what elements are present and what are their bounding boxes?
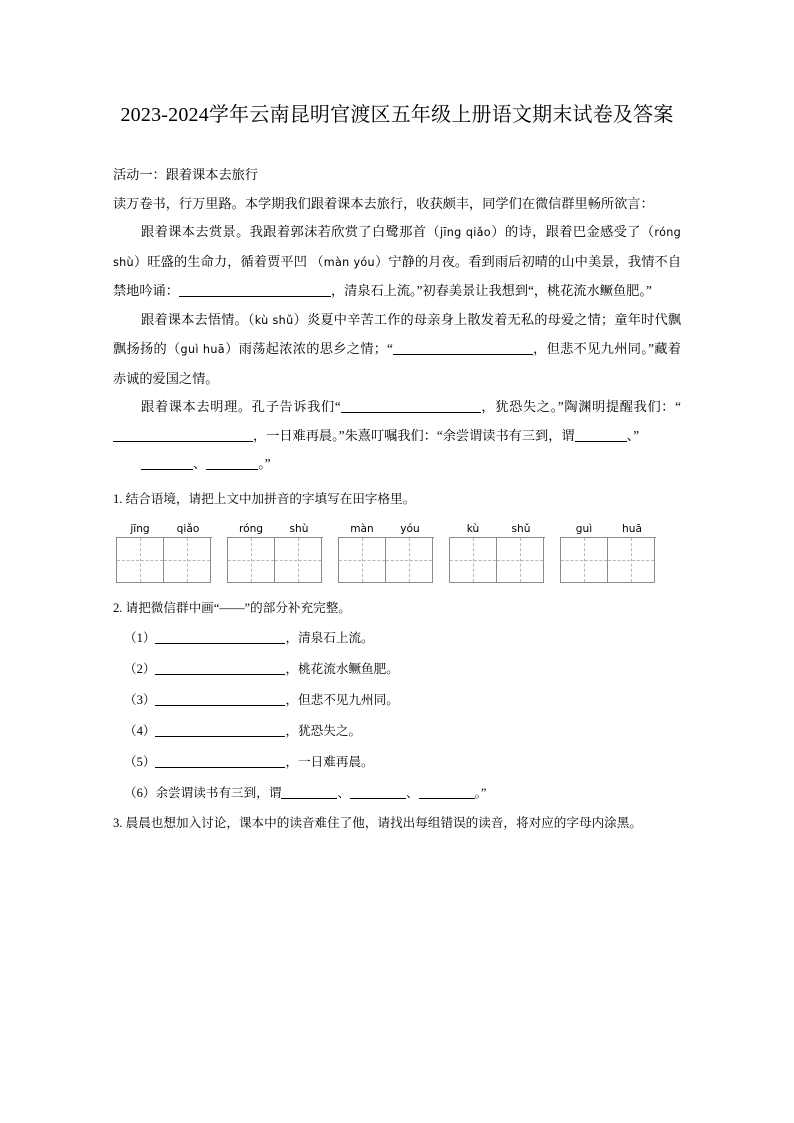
grid-group [338, 521, 434, 583]
grid-pinyin-label: yóu [400, 523, 420, 535]
pinyin-gui-hua: guì huā [180, 343, 225, 356]
fill-item-label: （5） [124, 754, 156, 769]
question-1-text: 结合语境，请把上文中加拼音的字填写在田字格里。 [125, 491, 416, 506]
message-scenery [113, 218, 681, 306]
grid-cells [338, 537, 434, 583]
fill-item-sep: 、 [406, 785, 419, 800]
message-reason-continued [113, 450, 681, 479]
reason-text-2: ，犹恐失之。”陶渊明提醒我们：“ [480, 399, 681, 414]
emotion-text-2: ）炎夏中辛苦工作的母亲身上散发着无私的母爱之情；童年时代飘飘扬扬的（ [113, 311, 682, 356]
fill-item-1 [113, 623, 681, 654]
reason-text-4: 、” [626, 427, 640, 443]
activity-intro: 读万卷书，行万里路。本学期我们跟着课本去旅行，收获颇丰，同学们在微信群里畅所欲言： [113, 195, 654, 211]
emotion-text-3: ）雨荡起浓浓的思乡之情；“ [224, 341, 393, 356]
grid-pinyin-label: shù [289, 523, 309, 535]
fill-item-label: （1） [124, 630, 156, 645]
grid-labels [116, 521, 212, 537]
grid-cell[interactable] [497, 538, 544, 583]
answer-blank[interactable] [281, 798, 337, 799]
activity-heading: 活动一：跟着课本去旅行 [113, 167, 259, 182]
emotion-text-1: 跟着课本去悟情。（ [141, 311, 255, 327]
scenery-text-1: 跟着课本去赏景。我跟着郭沫若欣赏了白鹭那首（ [141, 224, 440, 239]
answer-blank[interactable] [155, 643, 285, 644]
fill-item-tail: ，清泉石上流。 [285, 630, 374, 645]
grid-group [227, 521, 323, 583]
emotion-text-4: ，但悲不见九州同。”藏着赤诚的爱国之情。 [113, 341, 681, 386]
answer-blank[interactable] [155, 674, 285, 675]
reason-text-5: 、 [193, 456, 207, 471]
fill-item-tail: ，桃花流水鳜鱼肥。 [285, 661, 399, 676]
grid-cells [227, 537, 323, 583]
pinyin-jing-qiao: jīng qiǎo [439, 226, 491, 239]
grid-cell[interactable] [561, 538, 608, 583]
question-2-text: 请把微信群中画“——”的部分补充完整。 [125, 601, 351, 615]
scenery-text-4: ）宁静的月夜。看到雨后初晴的山中美景，我情不自禁地吟诵： [113, 253, 682, 298]
fill-item-tail: 。” [474, 785, 487, 800]
fill-item-3 [113, 685, 681, 716]
grid-cell[interactable] [608, 538, 655, 583]
grid-cell[interactable] [450, 538, 497, 583]
fill-item-label: （6） [124, 785, 156, 800]
grid-cells [560, 537, 656, 583]
grid-pinyin-label: guì [575, 523, 593, 535]
fill-item-label: （3） [124, 692, 156, 707]
fill-item-sep: 、 [337, 785, 351, 800]
answer-blank[interactable] [155, 705, 285, 706]
reason-text-1: 跟着课本去明理。孔子告诉我们“ [141, 399, 341, 414]
answer-blank-emotion-1[interactable] [393, 354, 533, 355]
page-title: 2023-2024学年云南昆明官渡区五年级上册语文期末试卷及答案 [120, 104, 674, 126]
pinyin-grid-block [113, 521, 681, 583]
grid-cell[interactable] [386, 538, 433, 583]
question-2 [113, 594, 681, 623]
answer-blank[interactable] [155, 767, 285, 768]
grid-group [449, 521, 545, 583]
answer-blank-reason-5[interactable] [206, 469, 258, 470]
answer-blank-reason-1[interactable] [341, 412, 481, 413]
fill-item-4 [113, 716, 681, 747]
answer-blank[interactable] [419, 798, 475, 799]
answer-blank[interactable] [155, 736, 285, 737]
fill-item-6 [113, 778, 681, 809]
pinyin-rong-shu: róng shù [113, 226, 682, 269]
grid-labels [560, 521, 656, 537]
question-2-number: 2. [113, 601, 123, 615]
message-emotion [113, 306, 681, 394]
answer-blank-reason-3[interactable] [575, 441, 627, 442]
scenery-text-5: ，清泉石上流。”初春美景让我想到“ [330, 283, 534, 298]
grid-labels [227, 521, 323, 537]
scenery-text-3: ）旺盛的生命力，循着贾平凹 （ [133, 253, 324, 269]
grid-cell[interactable] [228, 538, 275, 583]
question-3-number: 3. [113, 815, 123, 830]
grid-pinyin-label: kù [466, 523, 480, 535]
fill-item-label: （2） [124, 661, 156, 676]
fill-item-tail: ，一日难再晨。 [285, 754, 374, 769]
grid-group [560, 521, 656, 583]
grid-pinyin-label: róng [238, 523, 264, 535]
answer-blank-reason-4[interactable] [141, 469, 193, 470]
reason-text-6: 。” [258, 456, 271, 471]
scenery-text-2: ）的诗，跟着巴金感受了（ [490, 224, 655, 239]
answer-blank-scenery-1[interactable] [179, 296, 331, 297]
page-content [113, 0, 681, 837]
grid-pinyin-label: shǔ [511, 523, 531, 535]
grid-pinyin-label: huā [622, 523, 642, 535]
grid-pinyin-label: jīng [130, 523, 150, 535]
grid-cells [116, 537, 212, 583]
pinyin-grid-row [116, 521, 681, 583]
fill-item-tail: ，但悲不见九州同。 [285, 692, 399, 707]
fill-item-5 [113, 747, 681, 778]
pinyin-ku-shu: kù shǔ [254, 313, 294, 327]
scenery-text-6: ，桃花流水鳜鱼肥。” [533, 283, 652, 298]
fill-item-lead: 余尝谓读书有三到，谓 [155, 785, 282, 800]
grid-cell[interactable] [339, 538, 386, 583]
question-1 [113, 485, 681, 514]
question-3 [113, 809, 681, 838]
grid-cells [449, 537, 545, 583]
grid-labels [338, 521, 434, 537]
grid-pinyin-label: qiǎo [176, 523, 200, 535]
fill-item-2 [113, 654, 681, 685]
spacer [113, 583, 681, 594]
grid-pinyin-label: màn [350, 523, 374, 535]
spacer [113, 135, 681, 161]
reason-text-3: ，一日难再晨。”朱熹叮嘱我们：“余尝谓读书有三到，谓 [253, 427, 575, 443]
grid-cell[interactable] [164, 538, 211, 583]
fill-item-tail: ，犹恐失之。 [285, 723, 362, 738]
message-reason [113, 393, 681, 450]
grid-cell[interactable] [275, 538, 322, 583]
question-1-number: 1. [113, 491, 123, 506]
grid-labels [449, 521, 545, 537]
grid-group [116, 521, 212, 583]
answer-blank-reason-2[interactable] [113, 441, 253, 442]
grid-cell[interactable] [117, 538, 164, 583]
fill-item-label: （4） [124, 723, 156, 738]
question-3-text: 晨晨也想加入讨论，课本中的读音难住了他，请找出每组错误的读音，将对应的字母内涂黑。 [125, 815, 642, 830]
pinyin-man-you: màn yóu [323, 255, 375, 269]
answer-blank[interactable] [350, 798, 406, 799]
